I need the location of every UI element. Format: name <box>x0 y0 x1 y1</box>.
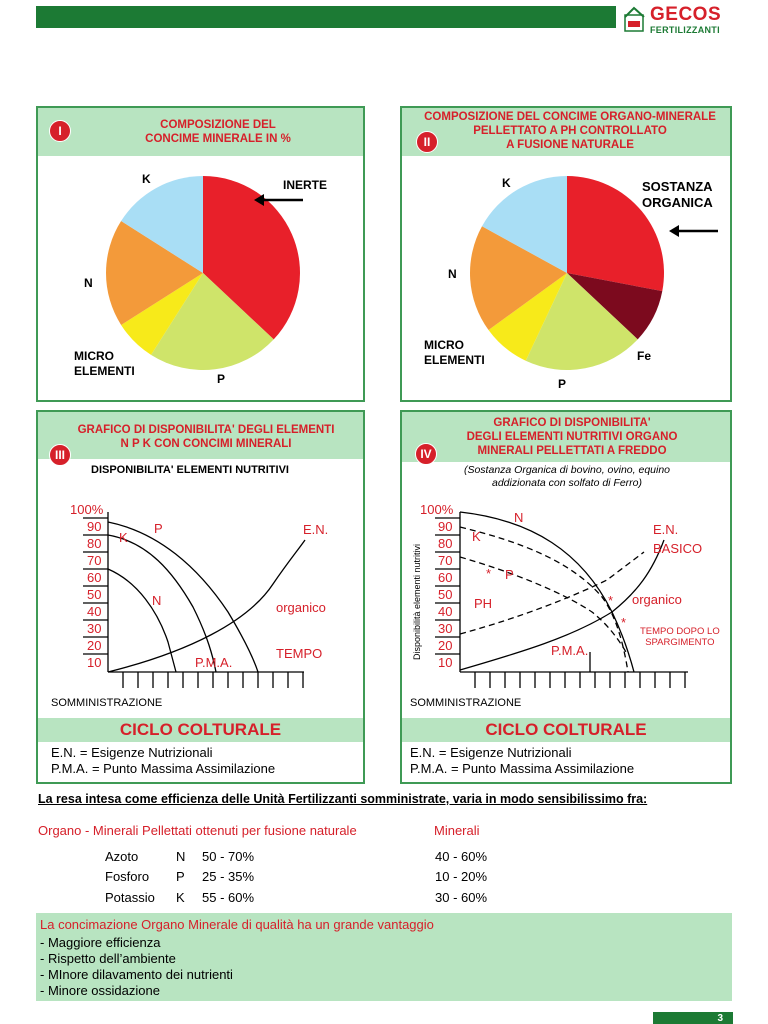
pie-panel-organo-mineral <box>400 106 732 402</box>
curve-label-en: E.N. <box>653 522 679 537</box>
label-line: SPARGIMENTO <box>645 637 715 648</box>
graph-subtitle: DISPONIBILITA' ELEMENTI NUTRITIVI <box>91 464 289 476</box>
pie-label-n: N <box>448 267 457 281</box>
y-tick-label: 20 <box>438 638 453 653</box>
y-tick-label: 60 <box>438 570 453 585</box>
y-tick-label: 100% <box>70 502 104 517</box>
y-tick-label: 10 <box>438 655 453 670</box>
title-line: GRAFICO DI DISPONIBILITA' <box>493 417 651 429</box>
y-tick-label: 100% <box>420 502 454 517</box>
x-axis-ticks <box>475 672 685 688</box>
header-bar <box>36 6 616 28</box>
curve-k <box>108 535 216 672</box>
minerali-value: 10 - 20% <box>435 869 488 884</box>
element-symbol: N <box>176 849 186 864</box>
curve-label-organico: organico <box>276 600 326 615</box>
label-line: ELEMENTI <box>424 353 485 367</box>
legend-line: E.N. = Esigenze Nutrizionali <box>51 745 213 760</box>
label-line: ELEMENTI <box>74 364 135 378</box>
minerali-value: 40 - 60% <box>435 849 488 864</box>
y-tick-label: 40 <box>438 604 453 619</box>
curve-label-p: P <box>505 567 514 582</box>
legend <box>410 745 634 777</box>
advantage-item: - Rispetto dell’ambiente <box>40 951 176 966</box>
pie-slices <box>106 176 300 370</box>
element-name: Fosforo <box>105 869 150 884</box>
pie-label-n: N <box>84 276 93 290</box>
curve-label-tempo <box>640 626 720 648</box>
graph-panel-mineral <box>36 410 365 784</box>
curve-label-tempo: TEMPO <box>276 646 323 661</box>
advantage-item: - Maggiore efficienza <box>40 935 161 950</box>
graph-panel-organo <box>400 410 732 784</box>
title-line: N P K CON CONCIMI MINERALI <box>120 438 292 450</box>
organo-value: 50 - 70% <box>202 849 255 864</box>
brand-subtitle: FERTILIZZANTI <box>650 25 720 35</box>
star-marker: * <box>621 615 627 630</box>
title-line: MINERALI PELLETTATI A FREDDO <box>477 445 667 457</box>
y-tick-label: 80 <box>438 536 453 551</box>
label-line: SOSTANZA <box>642 179 713 194</box>
panel-number-badge: III <box>49 444 71 466</box>
pie-label-micro <box>424 338 485 368</box>
title-line: COMPOSIZIONE DEL <box>160 119 276 131</box>
star-marker: * <box>486 566 492 581</box>
curve-label-k: K <box>472 529 481 544</box>
curve-label-pma: P.M.A. <box>195 655 233 670</box>
organo-value: 25 - 35% <box>202 869 255 884</box>
y-tick-label: 90 <box>438 519 453 534</box>
y-tick-label: 60 <box>87 570 102 585</box>
element-symbol: P <box>176 869 185 884</box>
organica-arrow-head <box>669 225 679 237</box>
y-tick-label: 40 <box>87 604 102 619</box>
pie-slices <box>470 176 664 370</box>
note-line: addizionata con solfato di Ferro) <box>492 477 642 489</box>
x-caption: SOMMINISTRAZIONE <box>51 697 163 709</box>
pie-label-fe: Fe <box>637 349 652 363</box>
curve-p <box>108 522 258 672</box>
efficiency-heading: La resa intesa come efficienza delle Unità Fertilizzanti somministrate, varia in modo sensibilissimo fra: <box>38 792 648 806</box>
organo-value: 55 - 60% <box>202 890 255 905</box>
pie-label-inerte: INERTE <box>283 178 328 192</box>
y-tick-label: 70 <box>438 553 453 568</box>
curve-label-p: P <box>154 521 163 536</box>
curve-n <box>108 569 176 672</box>
y-tick-label: 50 <box>438 587 453 602</box>
legend <box>51 745 275 777</box>
element-symbol: K <box>176 890 185 905</box>
y-axis <box>83 512 304 672</box>
curve-label-en: E.N. <box>303 522 329 537</box>
y-tick-label: 30 <box>87 621 102 636</box>
panel-number-badge: II <box>416 131 438 153</box>
legend-line: P.M.A. = Punto Massima Assimilazione <box>51 761 276 776</box>
legend-line: P.M.A. = Punto Massima Assimilazione <box>410 761 635 776</box>
minerali-value: 30 - 60% <box>435 890 488 905</box>
y-tick-label: 20 <box>87 638 102 653</box>
pie-label-k: K <box>142 172 151 186</box>
element-name: Potassio <box>105 890 155 905</box>
label-line: TEMPO DOPO LO <box>640 626 720 637</box>
panel-number-badge: IV <box>415 443 437 465</box>
curve-n <box>460 512 634 672</box>
label-line: ORGANICA <box>642 195 713 210</box>
star-marker: * <box>608 593 614 608</box>
label-line: MICRO <box>424 338 464 352</box>
x-axis-ticks <box>123 672 303 688</box>
note-line: (Sostanza Organica di bovino, ovino, equino <box>463 464 671 476</box>
curve-label-n: N <box>514 510 524 525</box>
cycle-banner: CICLO COLTURALE <box>38 718 363 742</box>
page-number: 3 <box>717 1013 723 1024</box>
pie-label-p: P <box>217 372 226 386</box>
title-line: DEGLI ELEMENTI NUTRITIVI ORGANO <box>466 431 678 443</box>
pie-label-organica <box>642 179 713 211</box>
title-line: CONCIME MINERALE IN % <box>145 133 291 145</box>
y-tick-label: 70 <box>87 553 102 568</box>
column-heading-organo: Organo - Minerali Pellettati ottenuti per fusione naturale <box>38 823 357 838</box>
advantage-item: - Minore ossidazione <box>40 983 160 998</box>
column-heading-minerali: Minerali <box>434 823 480 838</box>
curve-label-ph: PH <box>474 596 493 611</box>
label-line: MICRO <box>74 349 114 363</box>
brand-logo <box>622 4 732 44</box>
title-line: PELLETTATO A PH CONTROLLATO <box>473 125 667 137</box>
logo-icon <box>622 5 648 35</box>
curve-label-basico: BASICO <box>653 541 703 556</box>
title-line: A FUSIONE NATURALE <box>506 139 634 151</box>
curve-label-n: N <box>152 593 162 608</box>
pie-label-micro <box>74 349 135 379</box>
y-tick-label: 10 <box>87 655 102 670</box>
curve-label-k: K <box>119 530 128 545</box>
y-tick-label: 50 <box>87 587 102 602</box>
y-tick-label: 80 <box>87 536 102 551</box>
advantages-title: La concimazione Organo Minerale di qualità ha un grande vantaggio <box>40 917 434 932</box>
pie-label-k: K <box>502 176 511 190</box>
pie-label-p: P <box>558 377 567 391</box>
cycle-banner: CICLO COLTURALE <box>402 718 730 742</box>
curve-label-pma: P.M.A. <box>551 643 589 658</box>
pie-panel-mineral <box>36 106 365 402</box>
y-axis-label: Disponibilità elementi nutritivi <box>412 543 422 661</box>
y-tick-label: 30 <box>438 621 453 636</box>
title-line: GRAFICO DI DISPONIBILITA' DEGLI ELEMENTI <box>77 424 335 436</box>
curve-label-organico: organico <box>632 592 682 607</box>
panel-number-badge: I <box>49 120 71 142</box>
page-number-tab <box>653 1012 733 1024</box>
title-line: COMPOSIZIONE DEL CONCIME ORGANO-MINERALE <box>424 111 716 123</box>
element-name: Azoto <box>105 849 139 864</box>
y-tick-label: 90 <box>87 519 102 534</box>
x-caption: SOMMINISTRAZIONE <box>410 697 522 709</box>
advantages-box <box>36 913 732 1001</box>
brand-name: GECOS <box>650 4 722 25</box>
advantage-item: - MInore dilavamento dei nutrienti <box>40 967 233 982</box>
legend-line: E.N. = Esigenze Nutrizionali <box>410 745 572 760</box>
